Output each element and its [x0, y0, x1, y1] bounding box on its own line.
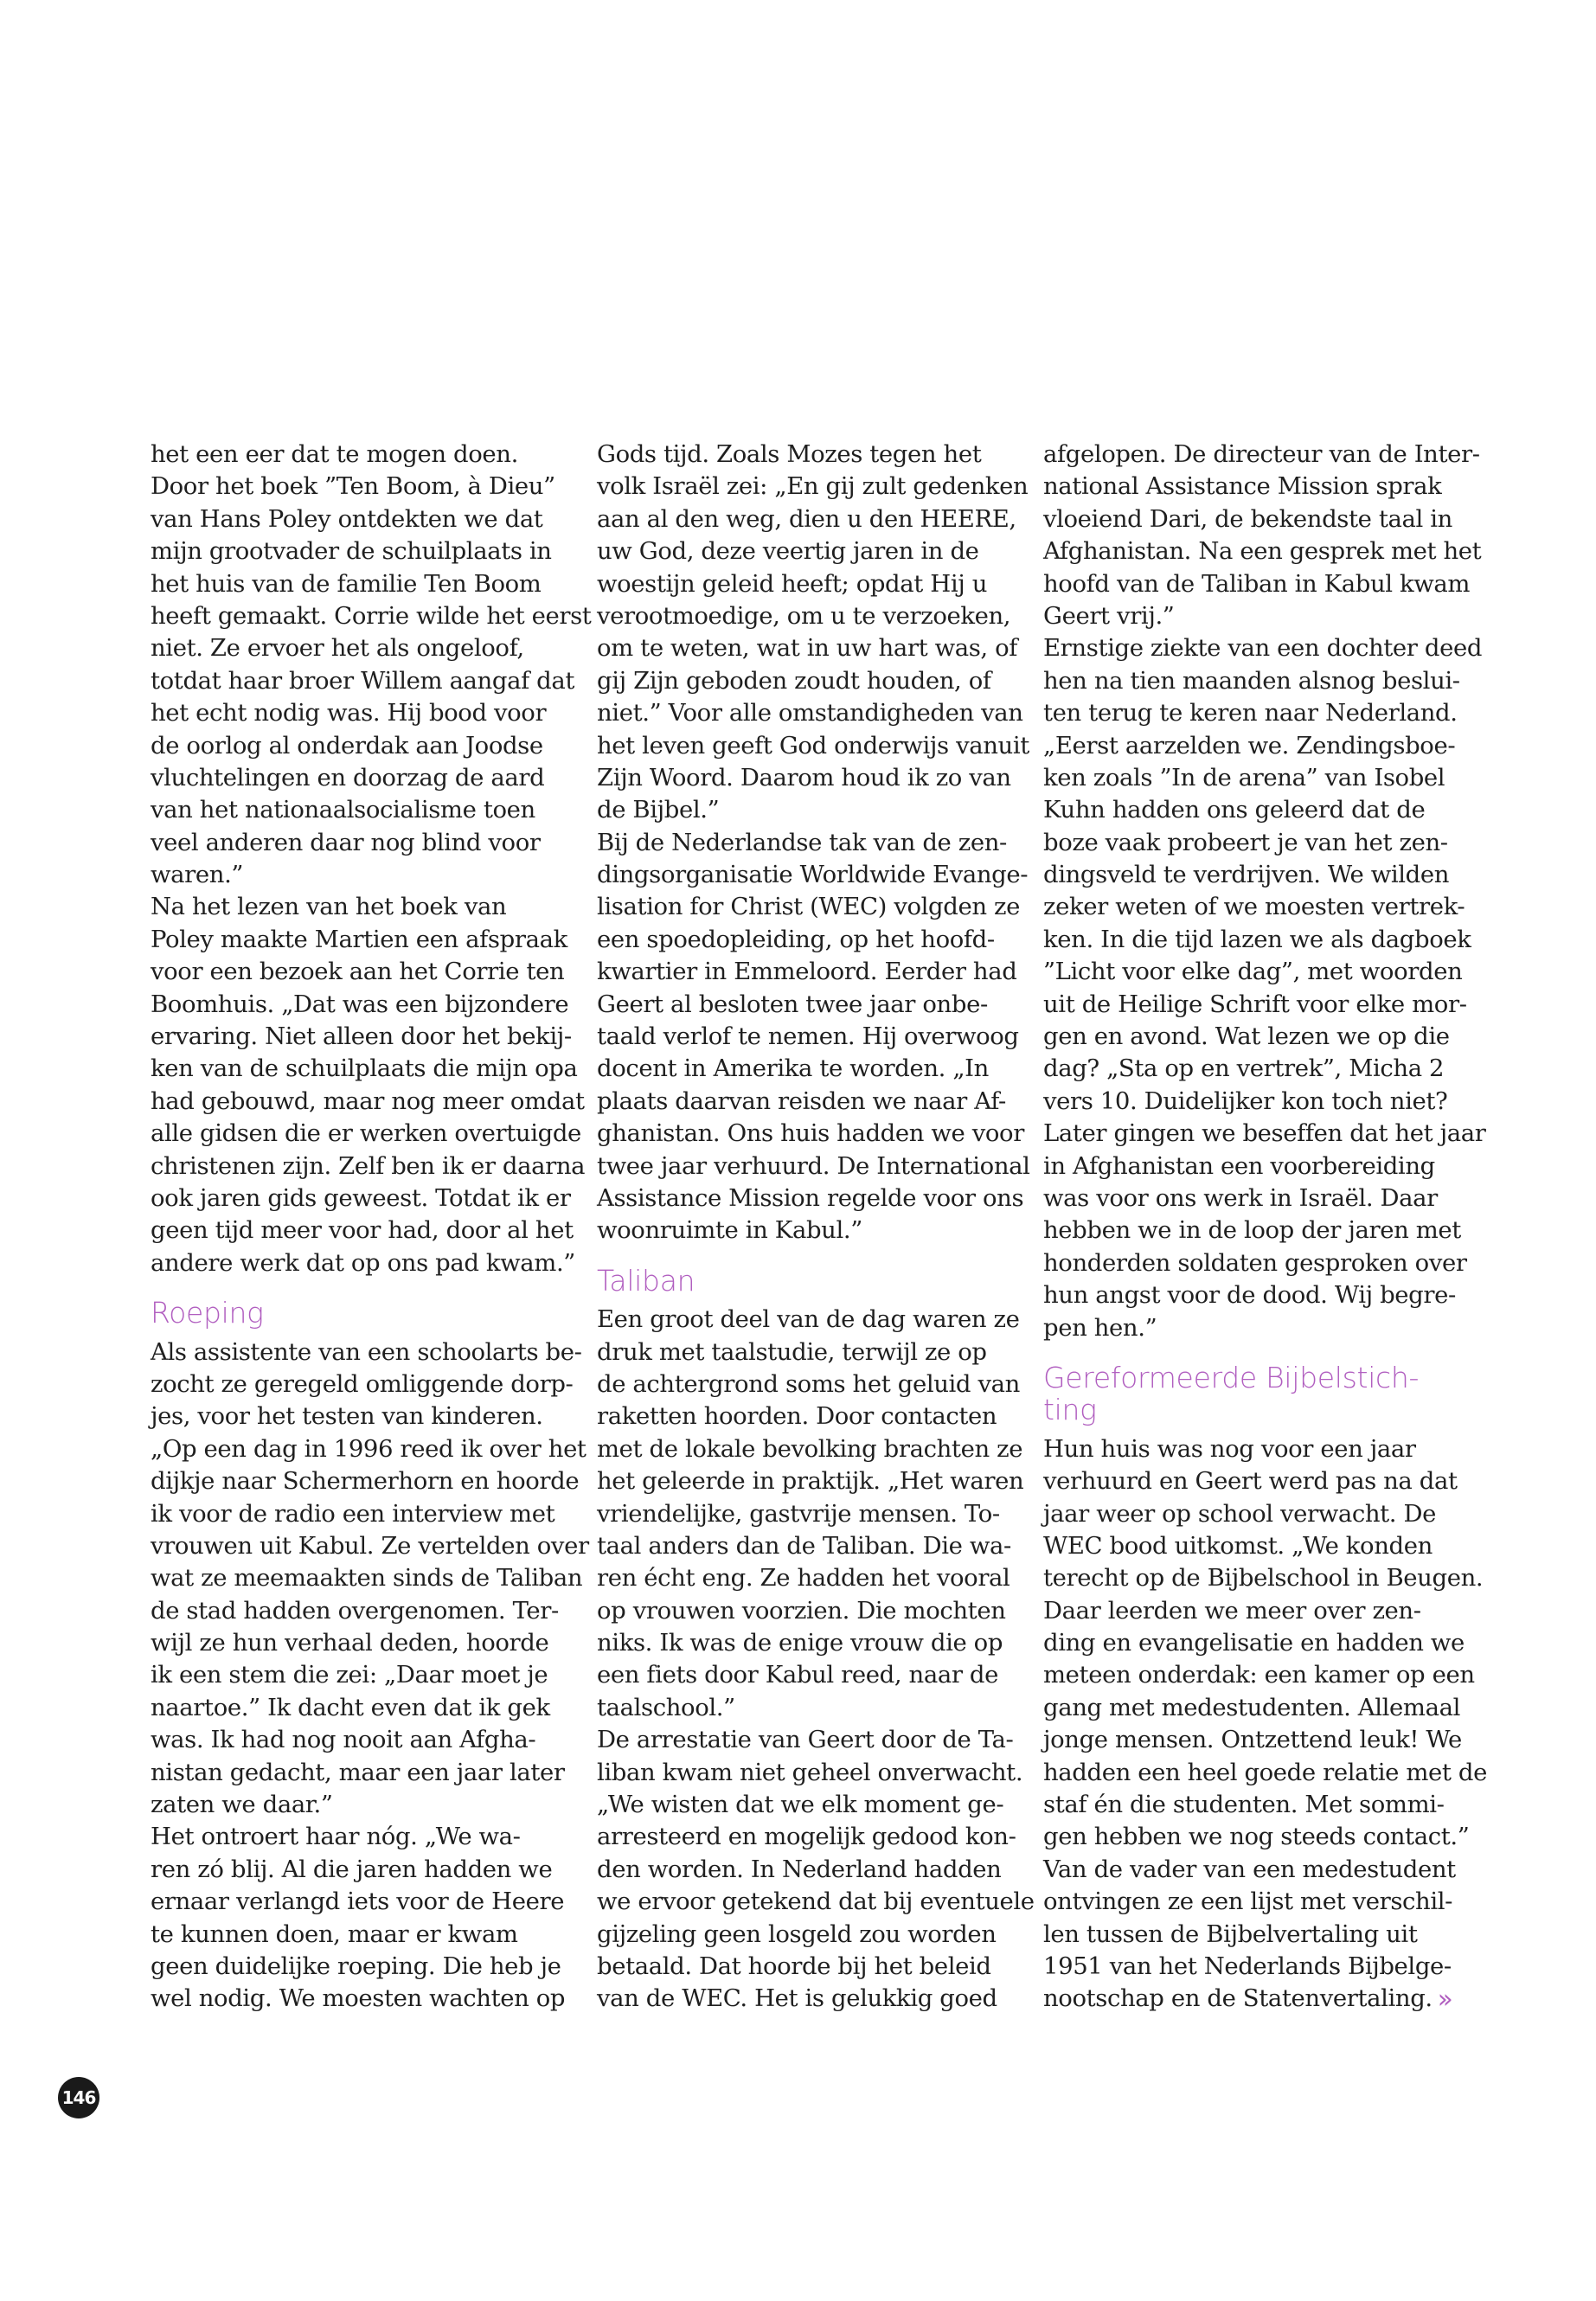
text-line: andere werk dat op ons pad kwam.”: [151, 1248, 575, 1277]
text-line: Assistance Mission regelde voor ons: [597, 1183, 1024, 1212]
text-line: druk met taalstudie, terwijl ze op: [597, 1337, 987, 1366]
text-line: vloeiend Dari, de bekendste taal in: [1043, 504, 1452, 533]
text-line: wijl ze hun verhaal deden, hoorde: [151, 1629, 549, 1657]
text-line: dingsorganisatie Worldwide Evange-: [597, 861, 1029, 889]
text-line: jes, voor het testen van kinderen.: [151, 1402, 543, 1431]
text-line: ren zó blij. Al die jaren hadden we: [151, 1855, 553, 1883]
text-line: „Op een dag in 1996 reed ik over het: [151, 1434, 586, 1463]
text-line: een spoedopleiding, op het hoofd-: [597, 925, 995, 953]
text-line: Ernstige ziekte van een dochter deed: [1043, 634, 1483, 663]
text-line: nootschap en de Statenvertaling. ››: [1043, 1984, 1448, 2016]
text-line: niet. Ze ervoer het als ongeloof,: [151, 634, 524, 663]
text-line: woestijn geleid heeft; opdat Hij u: [597, 569, 987, 598]
text-line: 1951 van het Nederlands Bijbelge-: [1043, 1952, 1452, 1980]
text-line: terecht op de Bijbelschool in Beugen.: [1043, 1564, 1484, 1593]
text-line: betaald. Dat hoorde bij het beleid: [597, 1952, 991, 1980]
text-line: ken. In die tijd lazen we als dagboek: [1043, 925, 1471, 953]
text-line: een fiets door Kabul reed, naar de: [597, 1661, 998, 1689]
text-line: was voor ons werk in Israël. Daar: [1043, 1183, 1438, 1212]
text-line: gen hebben we nog steeds contact.”: [1043, 1823, 1470, 1851]
section-spacer: [151, 1330, 574, 1336]
page-number-badge: 146: [58, 2077, 99, 2118]
text-line: gij Zijn geboden zoudt houden, of: [597, 666, 991, 695]
text-line: wel nodig. We moesten wachten op: [151, 1984, 566, 2013]
text-line: verootmoedige, om u te verzoeken,: [597, 601, 1011, 630]
text-line: Boomhuis. „Dat was een bijzondere: [151, 990, 569, 1018]
text-line: niks. Ik was de enige vrouw die op: [597, 1629, 1003, 1657]
text-line: Zijn Woord. Daarom houd ik zo van: [597, 763, 1011, 792]
text-line: aan al den weg, dien u den HEERE,: [597, 504, 1016, 533]
text-line: dijkje naar Schermerhorn en hoorde: [151, 1467, 580, 1496]
text-line: De arrestatie van Geert door de Ta-: [597, 1726, 1014, 1754]
text-line: van het nationaalsocialisme toen: [151, 796, 535, 824]
article-column-3: [1043, 439, 1487, 2016]
text-line: vriendelijke, gastvrije mensen. To-: [597, 1499, 1000, 1528]
text-line: Als assistente van een schoolarts be-: [151, 1337, 582, 1366]
text-line: Van de vader van een medestudent: [1043, 1855, 1456, 1883]
article-column-2: [597, 439, 1035, 2016]
text-line: niet.” Voor alle omstandigheden van: [597, 699, 1023, 727]
text-line: „Eerst aarzelden we. Zendingsboe-: [1043, 731, 1456, 760]
text-line: het leven geeft God onderwijs vanuit: [597, 731, 1029, 760]
text-line: plaats daarvan reisden we naar Af-: [597, 1086, 1006, 1115]
text-line: ding en evangelisatie en hadden we: [1043, 1629, 1465, 1657]
text-line: Daar leerden we meer over zen-: [1043, 1596, 1421, 1625]
text-line: veel anderen daar nog blind voor: [151, 828, 541, 856]
text-line: ten terug te keren naar Nederland.: [1043, 699, 1458, 727]
text-line: docent in Amerika te worden. „In: [597, 1054, 989, 1083]
text-line: ”Licht voor elke dag”, met woorden: [1043, 958, 1463, 986]
text-line: mijn grootvader de schuilplaats in: [151, 537, 552, 566]
text-line: Een groot deel van de dag waren ze: [597, 1305, 1020, 1334]
text-line: Door het boek ”Ten Boom, à Dieu”: [151, 472, 555, 501]
text-line: staf én die studenten. Met sommi-: [1043, 1791, 1445, 1819]
article-column-1: [151, 439, 592, 2016]
text-line: uw God, deze veertig jaren in de: [597, 537, 979, 566]
text-line: wat ze meemaakten sinds de Taliban: [151, 1564, 583, 1593]
text-line: in Afghanistan een voorbereiding: [1043, 1151, 1435, 1180]
text-line: arresteerd en mogelijk gedood kon-: [597, 1823, 1016, 1851]
text-line: WEC bood uitkomst. „We konden: [1043, 1531, 1433, 1560]
section-spacer: [597, 1247, 1021, 1265]
text-line: Bij de Nederlandse tak van de zen-: [597, 828, 1007, 856]
text-line: jaar weer op school verwacht. De: [1043, 1499, 1437, 1528]
section-spacer: [1043, 1426, 1467, 1433]
text-line: ontvingen ze een lijst met verschil-: [1043, 1888, 1453, 1916]
text-line: taald verlof te nemen. Hij overwoog: [597, 1022, 1019, 1051]
text-line: Later gingen we beseffen dat het jaar: [1043, 1119, 1486, 1148]
text-line: twee jaar verhuurd. De International: [597, 1151, 1030, 1180]
text-line: ik een stem die zei: „Daar moet je: [151, 1661, 548, 1689]
text-line: de achtergrond soms het geluid van: [597, 1369, 1020, 1398]
text-line: national Assistance Mission sprak: [1043, 472, 1442, 501]
text-line: Kuhn hadden ons geleerd dat de: [1043, 796, 1426, 824]
text-line: woonruimte in Kabul.”: [597, 1216, 862, 1245]
text-line: Poley maakte Martien een afspraak: [151, 925, 567, 953]
text-line: lisation for Christ (WEC) volgden ze: [597, 893, 1020, 921]
text-line: ken van de schuilplaats die mijn opa: [151, 1054, 578, 1083]
text-line: zeker weten of we moesten vertrek-: [1043, 893, 1465, 921]
text-line: verhuurd en Geert werd pas na dat: [1043, 1467, 1458, 1496]
text-line: had gebouwd, maar nog meer omdat: [151, 1086, 585, 1115]
text-line: pen hen.”: [1043, 1313, 1157, 1342]
text-line: gen en avond. Wat lezen we op die: [1043, 1022, 1450, 1051]
text-line: „We wisten dat we elk moment ge-: [597, 1791, 1004, 1819]
text-line: hun angst voor de dood. Wij begre-: [1043, 1281, 1456, 1310]
text-line: vrouwen uit Kabul. Ze vertelden over: [151, 1531, 589, 1560]
text-line: vers 10. Duidelijker kon toch niet?: [1043, 1086, 1448, 1115]
text-line: ernaar verlangd iets voor de Heere: [151, 1888, 565, 1916]
text-line: raketten hoorden. Door contacten: [597, 1402, 997, 1431]
section-heading: Roeping: [151, 1296, 264, 1330]
text-line: hen na tien maanden alsnog beslui-: [1043, 666, 1460, 695]
text-line: de Bijbel.”: [597, 796, 720, 824]
section-spacer: [597, 1297, 1021, 1304]
text-line: met de lokale bevolking brachten ze: [597, 1434, 1023, 1463]
text-line: ghanistan. Ons huis hadden we voor: [597, 1119, 1024, 1148]
text-line: dingsveld te verdrijven. We wilden: [1043, 861, 1450, 889]
text-line: geen duidelijke roeping. Die heb je: [151, 1952, 561, 1980]
text-line: afgelopen. De directeur van de Inter-: [1043, 440, 1480, 468]
text-line: Hun huis was nog voor een jaar: [1043, 1434, 1416, 1463]
text-line: naartoe.” Ik dacht even dat ik gek: [151, 1693, 550, 1721]
text-line: hadden een heel goede relatie met de: [1043, 1758, 1487, 1786]
text-line: zaten we daar.”: [151, 1791, 333, 1819]
section-spacer: [1043, 1344, 1467, 1362]
text-line: taal anders dan de Taliban. Die wa-: [597, 1531, 1011, 1560]
text-line: de oorlog al onderdak aan Joodse: [151, 731, 543, 760]
section-heading: ting: [1043, 1393, 1097, 1427]
text-line: Geert al besloten twee jaar onbe-: [597, 990, 988, 1018]
text-line: len tussen de Bijbelvertaling uit: [1043, 1920, 1418, 1948]
text-line: het huis van de familie Ten Boom: [151, 569, 542, 598]
text-line: voor een bezoek aan het Corrie ten: [151, 958, 565, 986]
text-line: zocht ze geregeld omliggende dorp-: [151, 1369, 574, 1398]
section-spacer: [151, 1279, 574, 1297]
text-line: we ervoor getekend dat bij eventuele: [597, 1888, 1035, 1916]
text-line: volk Israël zei: „En gij zult gedenken: [597, 472, 1029, 501]
text-line: het echt nodig was. Hij bood voor: [151, 699, 547, 727]
text-line: hebben we in de loop der jaren met: [1043, 1216, 1461, 1245]
text-line: alle gidsen die er werken overtuigde: [151, 1119, 581, 1148]
text-line: van Hans Poley ontdekten we dat: [151, 504, 543, 533]
text-line: Na het lezen van het boek van: [151, 893, 507, 921]
text-line: ik voor de radio een interview met: [151, 1499, 555, 1528]
text-line: het een eer dat te mogen doen.: [151, 440, 518, 468]
text-line: ken zoals ”In de arena” van Isobel: [1043, 763, 1445, 792]
text-line: christenen zijn. Zelf ben ik er daarna: [151, 1151, 586, 1180]
text-line: geen tijd meer voor had, door al het: [151, 1216, 574, 1245]
text-line: ren écht eng. Ze hadden het vooral: [597, 1564, 1010, 1593]
section-heading: Taliban: [597, 1263, 695, 1298]
text-line: taalschool.”: [597, 1693, 735, 1721]
text-line: honderden soldaten gesproken over: [1043, 1248, 1467, 1277]
text-line: te kunnen doen, maar er kwam: [151, 1920, 518, 1948]
text-line: de stad hadden overgenomen. Ter-: [151, 1596, 559, 1625]
text-line: totdat haar broer Willem aangaf dat: [151, 666, 575, 695]
text-line: liban kwam niet geheel onverwacht.: [597, 1758, 1023, 1786]
text-line: Geert vrij.”: [1043, 601, 1175, 630]
text-line: om te weten, wat in uw hart was, of: [597, 634, 1018, 663]
text-line: op vrouwen voorzien. Die mochten: [597, 1596, 1006, 1625]
text-line: nistan gedacht, maar een jaar later: [151, 1758, 565, 1786]
text-line: Gods tijd. Zoals Mozes tegen het: [597, 440, 982, 468]
text-line: boze vaak probeert je van het zen-: [1043, 828, 1448, 856]
text-line: kwartier in Emmeloord. Eerder had: [597, 958, 1017, 986]
text-line: Afghanistan. Na een gesprek met het: [1043, 537, 1482, 566]
text-line: ervaring. Niet alleen door het bekij-: [151, 1022, 572, 1051]
text-line: van de WEC. Het is gelukkig goed: [597, 1984, 997, 2013]
text-line: het geleerde in praktijk. „Het waren: [597, 1467, 1024, 1496]
section-heading: Gereformeerde Bijbelstich-: [1043, 1360, 1420, 1394]
text-line: ook jaren gids geweest. Totdat ik er: [151, 1183, 571, 1212]
text-line: dag? „Sta op en vertrek”, Micha 2: [1043, 1054, 1445, 1083]
text-line: den worden. In Nederland hadden: [597, 1855, 1002, 1883]
text-line: heeft gemaakt. Corrie wilde het eerst: [151, 601, 592, 630]
text-line: gang met medestudenten. Allemaal: [1043, 1693, 1460, 1721]
text-line: meteen onderdak: een kamer op een: [1043, 1661, 1475, 1689]
text-line: gijzeling geen losgeld zou worden: [597, 1920, 997, 1948]
double-chevron-right-icon: ››: [1437, 1984, 1448, 2016]
text-line: vluchtelingen en doorzag de aard: [151, 763, 545, 792]
text-line: hoofd van de Taliban in Kabul kwam: [1043, 569, 1471, 598]
text-line: jonge mensen. Ontzettend leuk! We: [1043, 1726, 1462, 1754]
text-line: uit de Heilige Schrift voor elke mor-: [1043, 990, 1467, 1018]
text-line: Het ontroert haar nóg. „We wa-: [151, 1823, 521, 1851]
text-line: was. Ik had nog nooit aan Afgha-: [151, 1726, 536, 1754]
text-line: waren.”: [151, 861, 244, 889]
